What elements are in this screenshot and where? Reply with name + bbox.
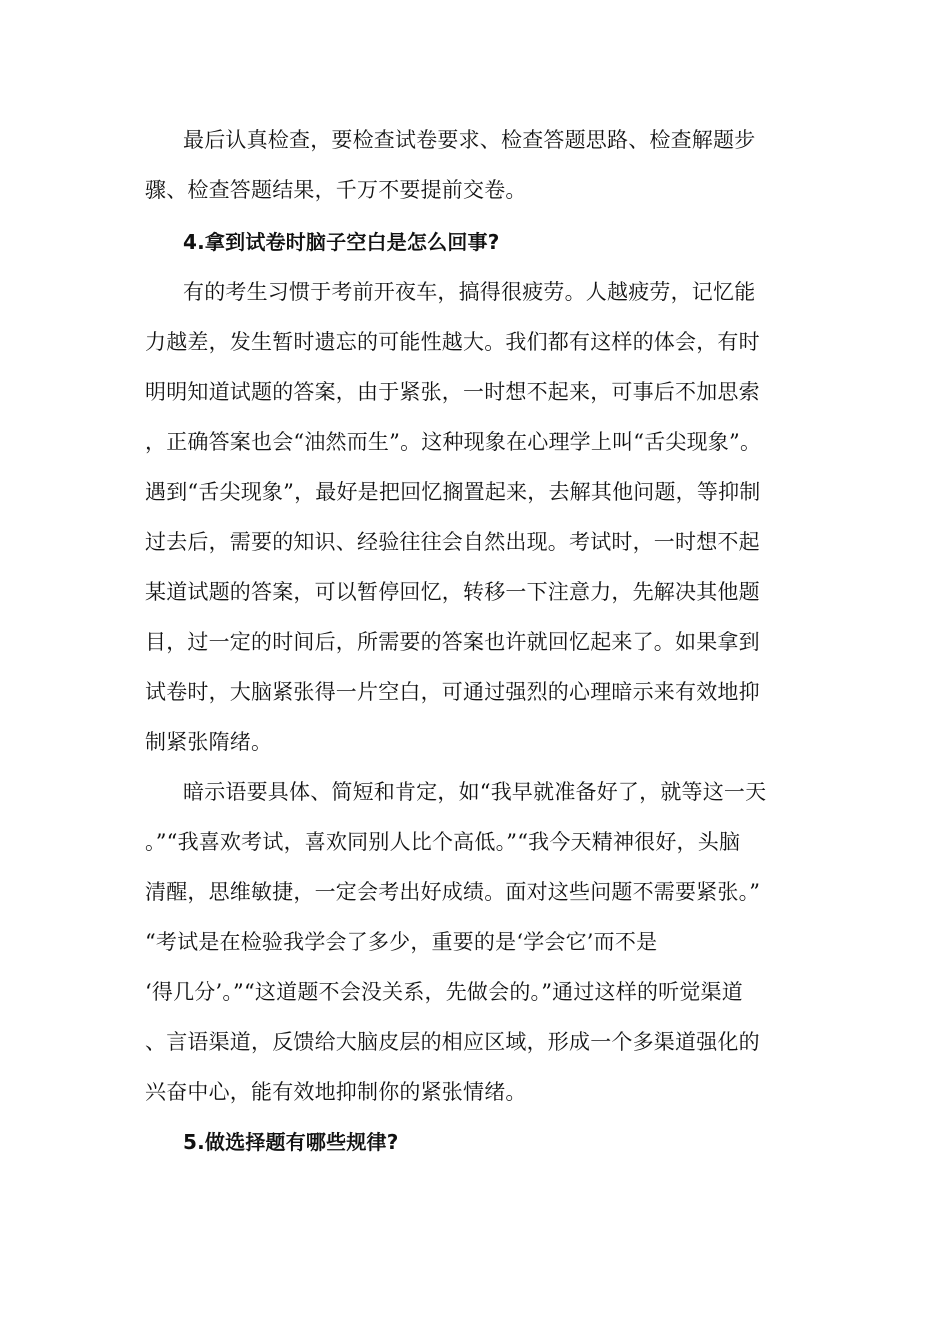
section-heading-4: 4.拿到试卷时脑子空白是怎么回事? — [183, 230, 500, 254]
paragraph-line: 某道试题的答案，可以暂停回忆，转移一下注意力，先解决其他题 — [145, 580, 760, 604]
paragraph-line: ，正确答案也会“油然而生”。这种现象在心理学上叫“舌尖现象”。 — [145, 430, 762, 454]
paragraph-line: ‘得几分’。”“这道题不会没关系，先做会的。”通过这样的听觉渠道 — [145, 980, 743, 1004]
section-heading-5: 5.做选择题有哪些规律? — [183, 1130, 399, 1154]
paragraph-line: “考试是在检验我学会了多少，重要的是‘学会它’而不是 — [145, 930, 658, 954]
paragraph-line: 过去后，需要的知识、经验往往会自然出现。考试时，一时想不起 — [145, 530, 760, 554]
paragraph-line: 明明知道试题的答案，由于紧张，一时想不起来，可事后不加思索 — [145, 380, 760, 404]
paragraph-line: 试卷时，大脑紧张得一片空白，可通过强烈的心理暗示来有效地抑 — [145, 680, 760, 704]
paragraph-line: 最后认真检查，要检查试卷要求、检查答题思路、检查解题步 — [183, 128, 756, 152]
paragraph-line: 骤、检查答题结果，千万不要提前交卷。 — [145, 178, 527, 202]
paragraph-line: 制紧张隋绪。 — [145, 730, 273, 754]
paragraph-line: 清醒，思维敏捷，一定会考出好成绩。面对这些问题不需要紧张。” — [145, 880, 761, 904]
paragraph-line: 兴奋中心，能有效地抑制你的紧张情绪。 — [145, 1080, 527, 1104]
paragraph-line: 遇到“舌尖现象”，最好是把回忆搁置起来，去解其他问题，等抑制 — [145, 480, 761, 504]
paragraph-line: 有的考生习惯于考前开夜车，搞得很疲劳。人越疲劳，记忆能 — [183, 280, 756, 304]
paragraph-line: 暗示语要具体、简短和肯定，如“我早就准备好了，就等这一天 — [183, 780, 767, 804]
paragraph-line: 力越差，发生暂时遗忘的可能性越大。我们都有这样的体会，有时 — [145, 330, 760, 354]
paragraph-line: 目，过一定的时间后，所需要的答案也许就回忆起来了。如果拿到 — [145, 630, 760, 654]
paragraph-line: 。”“我喜欢考试，喜欢同别人比个高低。”“我今天精神很好，头脑 — [145, 830, 741, 854]
paragraph-line: 、言语渠道，反馈给大脑皮层的相应区域，形成一个多渠道强化的 — [145, 1030, 760, 1054]
